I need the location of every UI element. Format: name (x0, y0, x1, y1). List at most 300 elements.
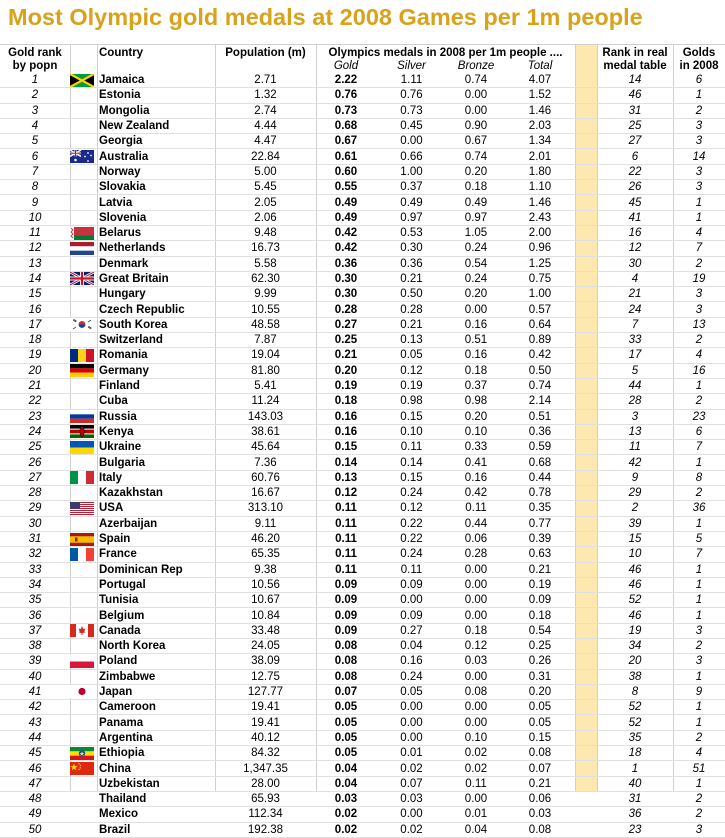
usa-flag-icon (70, 502, 94, 515)
country-cell: Panama (97, 715, 215, 730)
real-rank-cell: 45 (597, 195, 673, 210)
bronze-per-million-cell: 0.20 (447, 409, 505, 424)
population-cell: 38.61 (215, 424, 316, 439)
table-row (0, 715, 725, 730)
japan-flag-icon (70, 685, 94, 698)
total-per-million-cell: 0.05 (505, 700, 575, 715)
table-row (0, 761, 725, 776)
spacer-cell (575, 562, 597, 577)
flag-cell (70, 440, 97, 455)
table-row (0, 486, 725, 501)
silver-per-million-cell: 0.24 (376, 669, 447, 684)
belarus-flag-icon (70, 227, 94, 240)
golds-2008-cell: 2 (673, 807, 725, 822)
total-per-million-cell: 0.31 (505, 669, 575, 684)
country-cell: Portugal (97, 577, 215, 592)
bronze-per-million-cell: 0.20 (447, 287, 505, 302)
table-row (0, 134, 725, 149)
population-cell: 1.32 (215, 88, 316, 103)
real-rank-cell: 19 (597, 623, 673, 638)
real-rank-cell: 18 (597, 746, 673, 761)
total-per-million-cell: 2.14 (505, 394, 575, 409)
real-rank-cell: 31 (597, 791, 673, 806)
total-per-million-cell: 0.89 (505, 333, 575, 348)
total-per-million-cell: 0.05 (505, 715, 575, 730)
table-row (0, 577, 725, 592)
flag-cell (70, 822, 97, 837)
real-rank-cell: 21 (597, 287, 673, 302)
flag-cell (70, 378, 97, 393)
golds-2008-cell: 7 (673, 547, 725, 562)
population-cell: 127.77 (215, 684, 316, 699)
real-rank-cell: 16 (597, 225, 673, 240)
golds-2008-cell: 2 (673, 333, 725, 348)
gold-per-million-cell: 0.13 (316, 470, 376, 485)
population-cell: 2.74 (215, 103, 316, 118)
bronze-per-million-cell: 0.74 (447, 73, 505, 88)
golds-2008-cell: 8 (673, 470, 725, 485)
real-rank-cell: 35 (597, 730, 673, 745)
table-row (0, 271, 725, 286)
real-rank-cell: 46 (597, 577, 673, 592)
rank-cell: 8 (0, 180, 70, 195)
spreadsheet (0, 44, 725, 836)
bronze-per-million-cell: 0.00 (447, 562, 505, 577)
population-cell: 84.32 (215, 746, 316, 761)
real-rank-cell: 13 (597, 424, 673, 439)
country-cell: USA (97, 501, 215, 516)
bronze-per-million-cell: 0.37 (447, 378, 505, 393)
total-per-million-cell: 1.80 (505, 164, 575, 179)
jamaica-flag-icon (70, 74, 94, 87)
country-cell: China (97, 761, 215, 776)
spacer-cell (575, 424, 597, 439)
flag-cell (70, 180, 97, 195)
total-per-million-cell: 0.68 (505, 455, 575, 470)
country-cell: Brazil (97, 822, 215, 837)
spacer-cell (575, 791, 597, 806)
silver-per-million-cell: 0.10 (376, 424, 447, 439)
spacer-cell (575, 348, 597, 363)
golds-2008-cell: 1 (673, 455, 725, 470)
gold-per-million-cell: 0.05 (316, 715, 376, 730)
country-cell: Italy (97, 470, 215, 485)
spacer-cell (575, 363, 597, 378)
table-row (0, 791, 725, 806)
real-rank-cell: 31 (597, 103, 673, 118)
spacer-cell (575, 501, 597, 516)
silver-per-million-cell: 0.00 (376, 134, 447, 149)
bronze-per-million-cell: 0.67 (447, 134, 505, 149)
golds-2008-cell: 1 (673, 562, 725, 577)
real-rank-cell: 36 (597, 807, 673, 822)
total-per-million-cell: 1.46 (505, 103, 575, 118)
bronze-per-million-cell: 0.24 (447, 241, 505, 256)
flag-cell (70, 654, 97, 669)
uk-flag-icon (70, 272, 94, 285)
real-rank-cell: 12 (597, 241, 673, 256)
spacer-cell (575, 669, 597, 684)
bronze-per-million-cell: 0.00 (447, 302, 505, 317)
spacer-cell (575, 700, 597, 715)
spacer-cell (575, 210, 597, 225)
flag-cell (70, 791, 97, 806)
france-flag-icon (70, 548, 94, 561)
silver-per-million-cell: 0.15 (376, 409, 447, 424)
rank-cell: 9 (0, 195, 70, 210)
real-rank-cell: 5 (597, 363, 673, 378)
real-rank-cell: 46 (597, 562, 673, 577)
golds-2008-cell: 3 (673, 302, 725, 317)
table-row (0, 394, 725, 409)
total-per-million-cell: 0.96 (505, 241, 575, 256)
golds-2008-cell: 3 (673, 287, 725, 302)
bronze-per-million-cell: 0.00 (447, 608, 505, 623)
flag-cell (70, 271, 97, 286)
population-cell: 65.93 (215, 791, 316, 806)
population-cell: 19.04 (215, 348, 316, 363)
flag-cell (70, 531, 97, 546)
total-per-million-cell: 4.07 (505, 73, 575, 88)
rank-cell: 22 (0, 394, 70, 409)
rank-cell: 49 (0, 807, 70, 822)
silver-per-million-cell: 0.30 (376, 241, 447, 256)
flag-cell (70, 225, 97, 240)
romania-flag-icon (70, 349, 94, 362)
population-cell: 5.41 (215, 378, 316, 393)
country-cell: Great Britain (97, 271, 215, 286)
header-gold: Gold (333, 60, 359, 72)
spacer-cell (575, 684, 597, 699)
country-cell: New Zealand (97, 118, 215, 133)
header-rank-real: Rank in real (602, 46, 668, 59)
gold-per-million-cell: 0.15 (316, 440, 376, 455)
total-per-million-cell: 0.35 (505, 501, 575, 516)
flag-cell (70, 287, 97, 302)
spacer-cell (575, 73, 597, 88)
rank-cell: 21 (0, 378, 70, 393)
golds-2008-cell: 9 (673, 684, 725, 699)
flag-cell (70, 333, 97, 348)
bronze-per-million-cell: 0.44 (447, 516, 505, 531)
total-per-million-cell: 0.18 (505, 608, 575, 623)
country-cell: Ukraine (97, 440, 215, 455)
flag-cell (70, 516, 97, 531)
silver-per-million-cell: 1.11 (376, 73, 447, 88)
table-row (0, 822, 725, 837)
spacer-cell (575, 577, 597, 592)
total-per-million-cell: 0.74 (505, 378, 575, 393)
real-rank-cell: 2 (597, 501, 673, 516)
spacer-cell (575, 822, 597, 837)
flag-cell (70, 684, 97, 699)
population-cell: 19.41 (215, 715, 316, 730)
table-row (0, 118, 725, 133)
golds-2008-cell: 1 (673, 608, 725, 623)
gold-per-million-cell: 0.18 (316, 394, 376, 409)
flag-cell (70, 623, 97, 638)
table-row (0, 531, 725, 546)
total-per-million-cell: 0.54 (505, 623, 575, 638)
silver-per-million-cell: 0.66 (376, 149, 447, 164)
spacer-cell (575, 440, 597, 455)
country-cell: Finland (97, 378, 215, 393)
population-cell: 10.55 (215, 302, 316, 317)
header-by-popn: by popn (12, 60, 58, 72)
real-rank-cell: 38 (597, 669, 673, 684)
rank-cell: 20 (0, 363, 70, 378)
country-cell: Japan (97, 684, 215, 699)
golds-2008-cell: 1 (673, 378, 725, 393)
country-cell: North Korea (97, 638, 215, 653)
total-per-million-cell: 1.25 (505, 256, 575, 271)
header-country: Country (99, 46, 144, 59)
population-cell: 62.30 (215, 271, 316, 286)
country-cell: Uzbekistan (97, 776, 215, 791)
gold-per-million-cell: 0.36 (316, 256, 376, 271)
rank-cell: 15 (0, 287, 70, 302)
population-cell: 38.09 (215, 654, 316, 669)
spacer-cell (575, 302, 597, 317)
spacer-cell (575, 470, 597, 485)
table-row (0, 470, 725, 485)
spacer-cell (575, 730, 597, 745)
spacer-cell (575, 761, 597, 776)
golds-2008-cell: 14 (673, 149, 725, 164)
country-cell: Canada (97, 623, 215, 638)
spacer-cell (575, 103, 597, 118)
rank-cell: 27 (0, 470, 70, 485)
flag-cell (70, 486, 97, 501)
population-cell: 5.45 (215, 180, 316, 195)
golds-2008-cell: 1 (673, 593, 725, 608)
header-silver: Silver (397, 60, 426, 72)
spacer-cell (575, 516, 597, 531)
gold-per-million-cell: 0.27 (316, 317, 376, 332)
silver-per-million-cell: 0.03 (376, 791, 447, 806)
silver-per-million-cell: 0.05 (376, 684, 447, 699)
real-rank-cell: 44 (597, 378, 673, 393)
silver-per-million-cell: 0.11 (376, 562, 447, 577)
gold-per-million-cell: 0.20 (316, 363, 376, 378)
rank-cell: 3 (0, 103, 70, 118)
rank-cell: 43 (0, 715, 70, 730)
population-cell: 22.84 (215, 149, 316, 164)
population-cell: 143.03 (215, 409, 316, 424)
golds-2008-cell: 1 (673, 577, 725, 592)
spacer-cell (575, 317, 597, 332)
total-per-million-cell: 0.42 (505, 348, 575, 363)
table-row (0, 149, 725, 164)
total-per-million-cell: 0.08 (505, 822, 575, 837)
golds-2008-cell: 3 (673, 134, 725, 149)
silver-per-million-cell: 0.02 (376, 822, 447, 837)
population-cell: 11.24 (215, 394, 316, 409)
gold-per-million-cell: 0.05 (316, 730, 376, 745)
real-rank-cell: 33 (597, 333, 673, 348)
golds-2008-cell: 4 (673, 225, 725, 240)
spacer-cell (575, 118, 597, 133)
golds-2008-cell: 3 (673, 654, 725, 669)
total-per-million-cell: 1.10 (505, 180, 575, 195)
rank-cell: 28 (0, 486, 70, 501)
country-cell: Ethiopia (97, 746, 215, 761)
rank-cell: 14 (0, 271, 70, 286)
total-per-million-cell: 1.34 (505, 134, 575, 149)
population-cell: 81.80 (215, 363, 316, 378)
table-row (0, 302, 725, 317)
real-rank-cell: 34 (597, 638, 673, 653)
page-title: Most Olympic gold medals at 2008 Games per 1m people (8, 4, 643, 30)
gold-per-million-cell: 0.11 (316, 547, 376, 562)
bronze-per-million-cell: 0.00 (447, 577, 505, 592)
golds-2008-cell: 6 (673, 424, 725, 439)
silver-per-million-cell: 0.21 (376, 317, 447, 332)
table-row (0, 180, 725, 195)
population-cell: 2.05 (215, 195, 316, 210)
population-cell: 12.75 (215, 669, 316, 684)
total-per-million-cell: 0.50 (505, 363, 575, 378)
golds-2008-cell: 1 (673, 195, 725, 210)
poland-flag-icon (70, 655, 94, 668)
gold-per-million-cell: 0.11 (316, 562, 376, 577)
silver-per-million-cell: 0.53 (376, 225, 447, 240)
flag-cell (70, 547, 97, 562)
population-cell: 7.87 (215, 333, 316, 348)
gold-per-million-cell: 0.05 (316, 746, 376, 761)
bronze-per-million-cell: 0.06 (447, 531, 505, 546)
table-row (0, 440, 725, 455)
header-bronze: Bronze (457, 60, 495, 72)
golds-2008-cell: 3 (673, 118, 725, 133)
flag-cell (70, 103, 97, 118)
total-per-million-cell: 0.06 (505, 791, 575, 806)
spacer-cell (575, 333, 597, 348)
country-cell: Kazakhstan (97, 486, 215, 501)
flag-cell (70, 715, 97, 730)
rank-cell: 46 (0, 761, 70, 776)
silver-per-million-cell: 0.19 (376, 378, 447, 393)
total-per-million-cell: 0.36 (505, 424, 575, 439)
gold-per-million-cell: 0.28 (316, 302, 376, 317)
table-row (0, 455, 725, 470)
spacer-cell (575, 225, 597, 240)
flag-cell (70, 210, 97, 225)
total-per-million-cell: 0.03 (505, 807, 575, 822)
population-cell: 40.12 (215, 730, 316, 745)
population-cell: 9.38 (215, 562, 316, 577)
silver-per-million-cell: 0.27 (376, 623, 447, 638)
gold-per-million-cell: 0.09 (316, 593, 376, 608)
population-cell: 1,347.35 (215, 761, 316, 776)
gold-per-million-cell: 0.21 (316, 348, 376, 363)
spacer-cell (575, 241, 597, 256)
total-per-million-cell: 0.19 (505, 577, 575, 592)
golds-2008-cell: 4 (673, 348, 725, 363)
gold-per-million-cell: 0.55 (316, 180, 376, 195)
total-per-million-cell: 0.21 (505, 776, 575, 791)
golds-2008-cell: 36 (673, 501, 725, 516)
gold-per-million-cell: 0.25 (316, 333, 376, 348)
table-row (0, 776, 725, 791)
population-cell: 9.48 (215, 225, 316, 240)
spacer-cell (575, 547, 597, 562)
population-cell: 112.34 (215, 807, 316, 822)
table-row (0, 363, 725, 378)
bronze-per-million-cell: 0.41 (447, 455, 505, 470)
silver-per-million-cell: 0.00 (376, 730, 447, 745)
table-row (0, 225, 725, 240)
rank-cell: 31 (0, 531, 70, 546)
country-cell: Dominican Rep (97, 562, 215, 577)
rank-cell: 47 (0, 776, 70, 791)
total-per-million-cell: 0.25 (505, 638, 575, 653)
country-cell: Mongolia (97, 103, 215, 118)
header-medals-group: Olympics medals in 2008 per 1m people .... (328, 46, 563, 59)
gold-per-million-cell: 0.73 (316, 103, 376, 118)
flag-cell (70, 363, 97, 378)
spacer-cell (575, 638, 597, 653)
population-cell: 10.67 (215, 593, 316, 608)
rank-cell: 12 (0, 241, 70, 256)
table-row (0, 547, 725, 562)
real-rank-cell: 4 (597, 271, 673, 286)
real-rank-cell: 27 (597, 134, 673, 149)
real-rank-cell: 1 (597, 761, 673, 776)
silver-per-million-cell: 0.09 (376, 577, 447, 592)
table-row (0, 348, 725, 363)
country-cell: Cuba (97, 394, 215, 409)
rank-cell: 2 (0, 88, 70, 103)
flag-cell (70, 394, 97, 409)
table-row (0, 608, 725, 623)
silver-per-million-cell: 0.24 (376, 547, 447, 562)
ethiopia-flag-icon (70, 747, 94, 760)
spacer-cell (575, 256, 597, 271)
spacer-cell (575, 776, 597, 791)
table-row (0, 684, 725, 699)
table-row (0, 164, 725, 179)
flag-cell (70, 501, 97, 516)
kenya-flag-icon (70, 425, 94, 438)
population-cell: 45.64 (215, 440, 316, 455)
real-rank-cell: 11 (597, 440, 673, 455)
golds-2008-cell: 7 (673, 241, 725, 256)
rank-cell: 25 (0, 440, 70, 455)
rank-cell: 42 (0, 700, 70, 715)
rank-cell: 38 (0, 638, 70, 653)
total-per-million-cell: 0.77 (505, 516, 575, 531)
china-flag-icon (70, 762, 94, 775)
table-row (0, 654, 725, 669)
total-per-million-cell: 0.26 (505, 654, 575, 669)
flag-cell (70, 164, 97, 179)
bronze-per-million-cell: 0.54 (447, 256, 505, 271)
bronze-per-million-cell: 0.01 (447, 807, 505, 822)
country-cell: Georgia (97, 134, 215, 149)
real-rank-cell: 29 (597, 486, 673, 501)
real-rank-cell: 7 (597, 317, 673, 332)
flag-cell (70, 455, 97, 470)
golds-2008-cell: 2 (673, 791, 725, 806)
golds-2008-cell: 13 (673, 317, 725, 332)
bronze-per-million-cell: 0.24 (447, 271, 505, 286)
silver-per-million-cell: 0.49 (376, 195, 447, 210)
header-in-2008: in 2008 (679, 60, 719, 72)
bronze-per-million-cell: 0.16 (447, 348, 505, 363)
golds-2008-cell: 7 (673, 440, 725, 455)
spacer-cell (575, 409, 597, 424)
